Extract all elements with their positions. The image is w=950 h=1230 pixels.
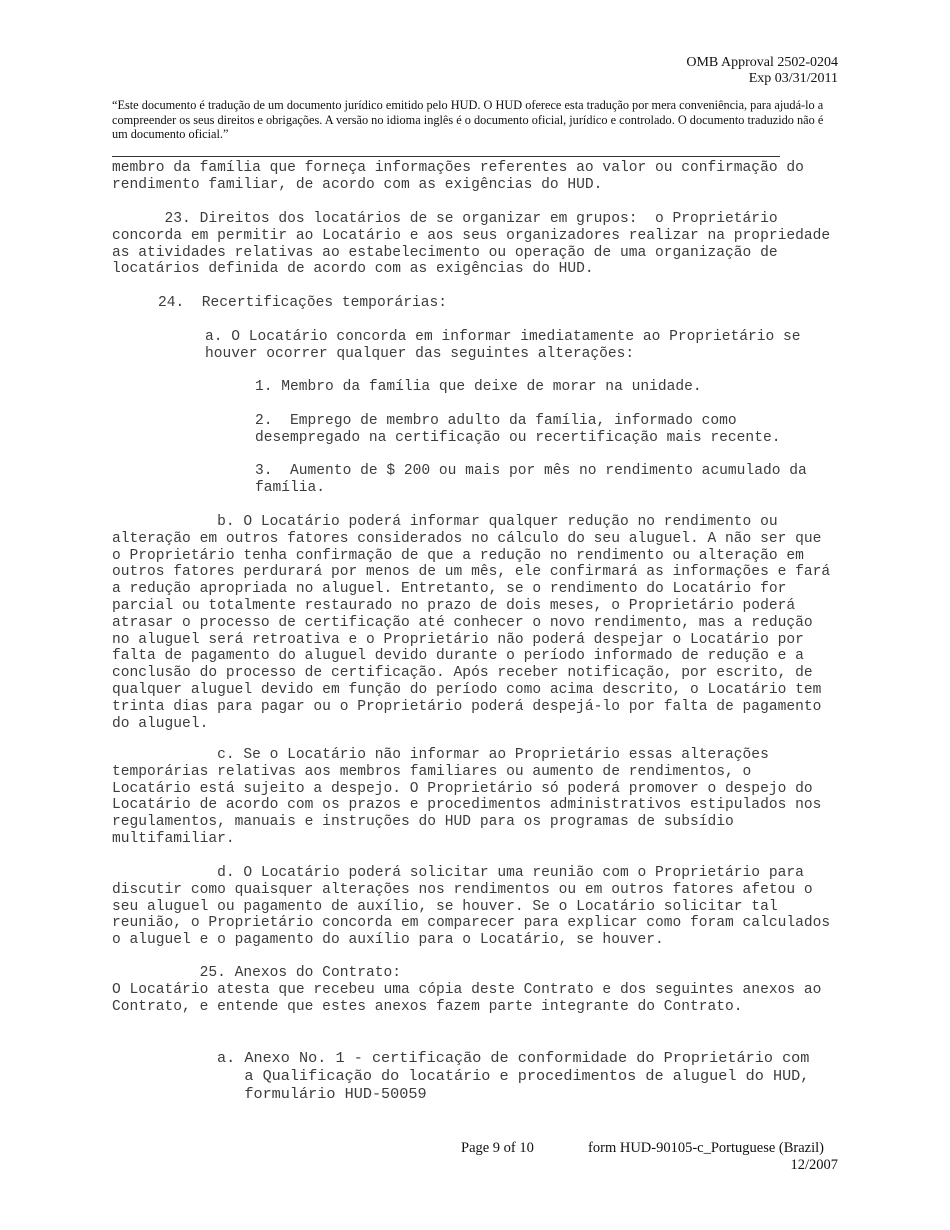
section-25-attachments: 25. Anexos do Contrato: O Locatário atesta que recebeu uma cópia deste Contrato e dos seguintes anexos ao Contrato, e entende que estes anexos fazem parte integrante do Contrato. [112,965,822,1015]
section-23-tenant-organizing: 23. Direitos dos locatários de se organizar em grupos: o Proprietário concorda em permitir ao Locatário e aos seus organizadores realizar na propriedade as atividades relativas ao estabelecimento ou operação de uma organização de locatários definida de acordo com as exigências do HUD. [112,211,831,278]
omb-expiration: Exp 03/31/2011 [748,71,838,86]
section-24b: b. O Locatário poderá informar qualquer redução no rendimento ou alteração em outros fatores considerados no cálculo do seu aluguel. A não ser que o Proprietário tenha confirmação de que a redução no rendimento ou alteração em outros fatores perdurará por menos de um mês, ele confirmará as informações e fará a redução apropriada no aluguel. Entretanto, se o rendimento do Locatário for parcial ou totalmente restaurado no prazo de dois meses, o Proprietário poderá atrasar o processo de certificação até conhecer o novo rendimento, mas a redução no aluguel será retroativa e o Proprietário não poderá despejar o Locatário por falta de pagamento do aluguel devido durante o período informado de redução e a conclusão do processo de certificação. Após receber notificação, por escrito, de qualquer aluguel devido em função do período como acima descrito, o Locatário tem trinta dias para pagar ou o Proprietário poderá despejá-lo por falta de pagamento do aluguel. [112,514,831,732]
section-24-title: 24. Recertificações temporárias: [158,295,448,311]
section-24a: a. O Locatário concorda em informar imediatamente ao Proprietário se houver ocorrer qualquer das seguintes alterações: [205,329,801,362]
section-24a-item-1: 1. Membro da família que deixe de morar na unidade. [255,379,702,395]
form-date: 12/2007 [790,1157,838,1173]
section-24a-item-3: 3. Aumento de $ 200 ou mais por mês no rendimento acumulado da família. [255,463,807,496]
translation-disclaimer: “Este documento é tradução de um documento jurídico emitido pelo HUD. O HUD oferece esta tradução por mera conveniência, para ajudá-lo a compreender os seus direitos e obrigações. A versão no idioma inglês é o documento oficial, jurídico e controlado. O documento traduzido não é um documento oficial.” [112,98,824,141]
section-24d: d. O Locatário poderá solicitar uma reunião com o Proprietário para discutir como quaisquer alterações nos rendimentos ou em outros fatores afetou o seu aluguel ou pagamento de auxílio, se houver. Se o Locatário solicitar tal reunião, o Proprietário concorda em comparecer para explicar como foram calculados o aluguel e o pagamento do auxílio para o Locatário, se houver. [112,865,831,949]
page-number: Page 9 of 10 [461,1140,534,1156]
section-24c: c. Se o Locatário não informar ao Proprietário essas alterações temporárias relativas aos membros familiares ou aumento de rendimentos, o Locatário está sujeito a despejo. O Proprietário só poderá promover o despejo do Locatário de acordo com os prazos e procedimentos administrativos estipulados nos regulamentos, manuais e instruções do HUD para os programas de subsídio multifamiliar. [112,747,822,847]
section-25a-attachment-1: a. Anexo No. 1 - certificação de conformidade do Proprietário com a Qualificação do locatário e procedimentos de aluguel do HUD, formulário HUD-50059 [217,1049,810,1103]
omb-approval-block [686,55,838,87]
continuation-paragraph: membro da família que forneça informações referentes ao valor ou confirmação do rendimento familiar, de acordo com as exigências do HUD. [112,160,804,193]
form-id-block [588,1140,838,1174]
omb-approval-number: OMB Approval 2502-0204 [686,55,838,70]
section-24a-item-2: 2. Emprego de membro adulto da família, informado como desempregado na certificação ou recertificação mais recente. [255,413,781,446]
header-divider [112,156,780,157]
form-id: form HUD-90105-c_Portuguese (Brazil) [588,1140,824,1156]
